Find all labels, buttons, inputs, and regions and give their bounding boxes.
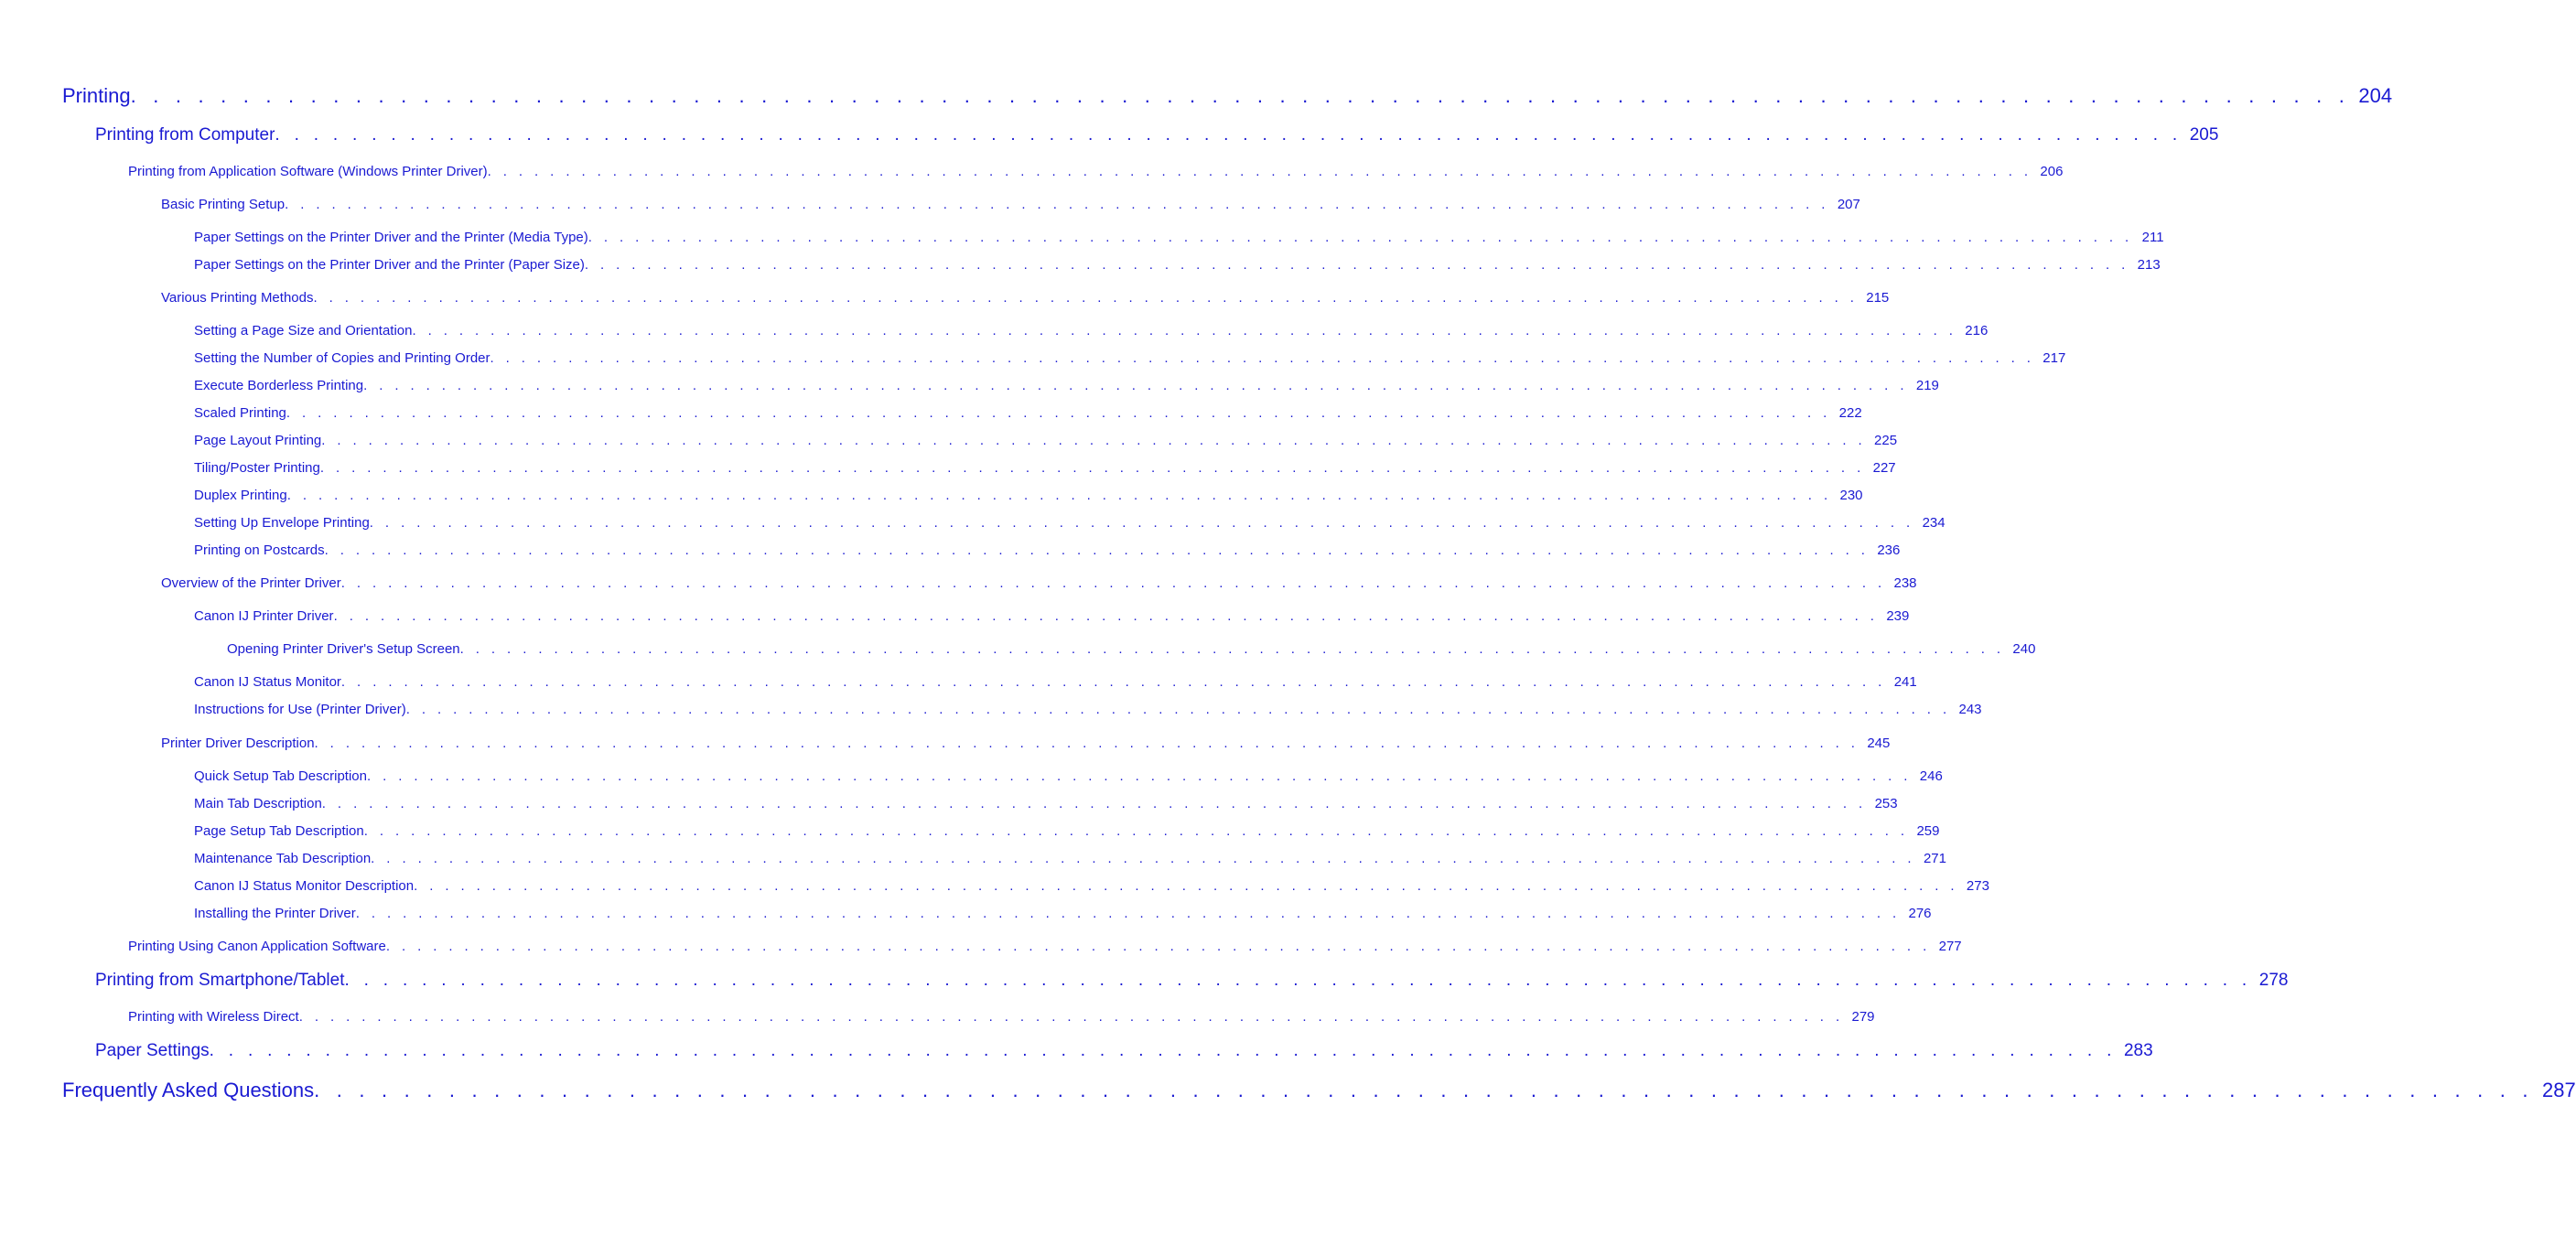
toc-entry-page: 234	[1922, 515, 1945, 531]
toc-leader-dots: . . . . . . . . . . . . . . . . . . . . . . . . . . . . . . . . . . . . . . . . . . . . . . . . . . . . . . . . . . . . . . . . . . . . . . . . . . . . . . . . . . . . . . . . . . . . . . . . . . .	[130, 84, 2351, 107]
toc-entry-page: 283	[2123, 1041, 2153, 1060]
toc-leader-dots: . . . . . . . . . . . . . . . . . . . . . . . . . . . . . . . . . . . . . . . . . . . . . . . . . . . . . . . . . . . . . . . . . . . . . . . . . . . . . . . . . . . . . . . . . . . . . . . . . . .	[405, 702, 1951, 717]
toc-leader-dots: . . . . . . . . . . . . . . . . . . . . . . . . . . . . . . . . . . . . . . . . . . . . . . . . . . . . . . . . . . . . . . . . . . . . . . . . . . . . . . . . . . . . . . . . . . . . . . . . . . .	[487, 164, 2032, 179]
toc-entry-page: 279	[1851, 1009, 1875, 1025]
toc-entry-title: Canon IJ Status Monitor Description	[194, 878, 415, 894]
toc-leader-dots: . . . . . . . . . . . . . . . . . . . . . . . . . . . . . . . . . . . . . . . . . . . . . . . . . . . . . . . . . . . . . . . . . . . . . . . . . . . . . . . . . . . . . . . . . . . . . . . . . . .	[459, 641, 2005, 657]
toc-entry-page-layout-printing[interactable]	[194, 433, 1898, 448]
toc-entry-page: 236	[1877, 542, 1901, 558]
toc-leader-dots: . . . . . . . . . . . . . . . . . . . . . . . . . . . . . . . . . . . . . . . . . . . . . . . . . . . . . . . . . . . . . . . . . . . . . . . . . . . . . . . . . . . . . . . . . . . . . . . . . . .	[321, 796, 1867, 811]
toc-leader-dots: . . . . . . . . . . . . . . . . . . . . . . . . . . . . . . . . . . . . . . . . . . . . . . . . . . . . . . . . . . . . . . . . . . . . . . . . . . . . . . . . . . . . . . . . . . . . . . . . . . .	[363, 378, 1908, 393]
toc-entry-page-setup-tab[interactable]	[194, 823, 1940, 839]
toc-leader-dots: . . . . . . . . . . . . . . . . . . . . . . . . . . . . . . . . . . . . . . . . . . . . . . . . . . . . . . . . . . . . . . . . . . . . . . . . . . . . . . . . . . . . . . . . . . . . . . . . . . .	[340, 674, 1886, 690]
toc-entry-status-monitor-description[interactable]	[194, 878, 1989, 894]
toc-entry-printing[interactable]	[62, 84, 2393, 108]
toc-entry-canon-ij-status-monitor[interactable]	[194, 674, 1917, 690]
toc-leader-dots: . . . . . . . . . . . . . . . . . . . . . . . . . . . . . . . . . . . . . . . . . . . . . . . . . . . . . . . . . . . . . . . . . . . . . . . . . . . . . . . . . . . . . . . . . . . . . . . . . . .	[286, 405, 1831, 421]
toc-leader-dots: . . . . . . . . . . . . . . . . . . . . . . . . . . . . . . . . . . . . . . . . . . . . . . . . . . . . . . . . . . . . . . . . . . . . . . . . . . . . . . . . . . . . . . . . . . . . . . . . . . .	[414, 878, 1958, 894]
toc-entry-faq[interactable]	[62, 1079, 2576, 1102]
toc-entry-printer-driver-description[interactable]	[161, 736, 1891, 751]
toc-entry-title: Printing from Application Software (Windows Printer Driver)	[128, 164, 488, 179]
toc-entry-page: 213	[2137, 257, 2161, 273]
toc-entry-page: 271	[1923, 851, 1946, 866]
toc-entry-page: 227	[1872, 460, 1896, 476]
toc-entry-title: Duplex Printing	[194, 488, 287, 503]
toc-entry-page: 253	[1874, 796, 1898, 811]
toc-entry-application-software[interactable]	[128, 164, 2064, 179]
toc-leader-dots: . . . . . . . . . . . . . . . . . . . . . . . . . . . . . . . . . . . . . . . . . . . . . . . . . . . . . . . . . . . . . . . . . . . . . . . . . . . . . . . . . . . . . . . . . . . . . . . . . . .	[385, 939, 1931, 954]
toc-entry-title: Basic Printing Setup	[161, 197, 286, 212]
toc-entry-canon-ij-printer-driver[interactable]	[194, 608, 1910, 624]
toc-leader-dots: . . . . . . . . . . . . . . . . . . . . . . . . . . . . . . . . . . . . . . . . . . . . . . . . . . . . . . . . . . . . . . . . . . . . . . . . . . . . . . . . . . . . . . . . . . . . . . . . . . .	[412, 323, 1957, 338]
toc-entry-page: 238	[1893, 575, 1917, 591]
toc-leader-dots: . . . . . . . . . . . . . . . . . . . . . . . . . . . . . . . . . . . . . . . . . . . . . . . . . . . . . . . . . . . . . . . . . . . . . . . . . . . . . . . . . . . . . . . . . . . . . . . . . . .	[587, 230, 2133, 245]
toc-entry-title: Setting a Page Size and Orientation	[194, 323, 413, 338]
toc-entry-page: 222	[1838, 405, 1862, 421]
toc-leader-dots: . . . . . . . . . . . . . . . . . . . . . . . . . . . . . . . . . . . . . . . . . . . . . . . . . . . . . . . . . . . . . . . . . . . . . . . . . . . . . . . . . . . . . . . . . . . . . . . . . . .	[371, 851, 1915, 866]
toc-entry-wireless-direct[interactable]	[128, 1009, 1875, 1025]
toc-entry-page: 259	[1916, 823, 1940, 839]
toc-entry-page-size-orientation[interactable]	[194, 323, 1989, 338]
toc-entry-scaled-printing[interactable]	[194, 405, 1862, 421]
toc-entry-page: 276	[1908, 906, 1932, 921]
toc-entry-copies-printing-order[interactable]	[194, 350, 2066, 366]
toc-leader-dots: . . . . . . . . . . . . . . . . . . . . . . . . . . . . . . . . . . . . . . . . . . . . . . . . . . . . . . . . . . . . . . . . . . . . . . . . . . . . . . . . . . . . . . . . . . . . . . . . . . .	[285, 197, 1829, 212]
toc-leader-dots: . . . . . . . . . . . . . . . . . . . . . . . . . . . . . . . . . . . . . . . . . . . . . . . . . . . . . . . . . . . . . . . . . . . . . . . . . . . . . . . . . . . . . . . . . . . . . . . . . . .	[209, 1041, 2117, 1060]
toc-entry-basic-printing-setup[interactable]	[161, 197, 1860, 212]
toc-entry-page: 204	[2358, 84, 2393, 107]
toc-entry-envelope-printing[interactable]	[194, 515, 1945, 531]
toc-entry-duplex-printing[interactable]	[194, 488, 1863, 503]
toc-entry-title: Canon IJ Status Monitor	[194, 674, 341, 690]
toc-entry-page: 241	[1893, 674, 1917, 690]
toc-entry-title: Installing the Printer Driver	[194, 906, 356, 921]
toc-entry-title: Printing on Postcards	[194, 542, 325, 558]
toc-entry-installing-printer-driver[interactable]	[194, 906, 1932, 921]
toc-entry-title: Printing with Wireless Direct	[128, 1009, 299, 1025]
toc-entry-page: 243	[1958, 702, 1982, 717]
toc-entry-page: 240	[2012, 641, 2036, 657]
toc-entry-page: 215	[1866, 290, 1890, 306]
toc-entry-title: Paper Settings on the Printer Driver and the Printer (Media Type)	[194, 230, 588, 245]
toc-entry-title: Main Tab Description	[194, 796, 322, 811]
toc-leader-dots: . . . . . . . . . . . . . . . . . . . . . . . . . . . . . . . . . . . . . . . . . . . . . . . . . . . . . . . . . . . . . . . . . . . . . . . . . . . . . . . . . . . . . . . . . . . . . . . . . . .	[363, 823, 1909, 839]
toc-leader-dots: . . . . . . . . . . . . . . . . . . . . . . . . . . . . . . . . . . . . . . . . . . . . . . . . . . . . . . . . . . . . . . . . . . . . . . . . . . . . . . . . . . . . . . . . . . . . . . . . . . .	[355, 906, 1901, 921]
toc-leader-dots: . . . . . . . . . . . . . . . . . . . . . . . . . . . . . . . . . . . . . . . . . . . . . . . . . . . . . . . . . . . . . . . . . . . . . . . . . . . . . . . . . . . . . . . . . . . . . . . . . . .	[340, 575, 1886, 591]
toc-leader-dots: . . . . . . . . . . . . . . . . . . . . . . . . . . . . . . . . . . . . . . . . . . . . . . . . . . . . . . . . . . . . . . . . . . . . . . . . . . . . . . . . . . . . . . . . . . . . . . . . . . .	[314, 736, 1859, 751]
toc-entry-overview-printer-driver[interactable]	[161, 575, 1917, 591]
toc-entry-printing-on-postcards[interactable]	[194, 542, 1901, 558]
toc-entry-opening-setup-screen[interactable]	[227, 641, 2036, 657]
toc-leader-dots: . . . . . . . . . . . . . . . . . . . . . . . . . . . . . . . . . . . . . . . . . . . . . . . . . . . . . . . . . . . . . . . . . . . . . . . . . . . . . . . . . . . . . . . . . . . . . . . . . . .	[324, 542, 1870, 558]
toc-entry-title: Tiling/Poster Printing	[194, 460, 320, 476]
toc-leader-dots: . . . . . . . . . . . . . . . . . . . . . . . . . . . . . . . . . . . . . . . . . . . . . . . . . . . . . . . . . . . . . . . . . . . . . . . . . . . . . . . . . . . . . . . . . . . . . . . . . . .	[367, 768, 1912, 784]
toc-entry-canon-application-software[interactable]	[128, 939, 1962, 954]
toc-leader-dots: . . . . . . . . . . . . . . . . . . . . . . . . . . . . . . . . . . . . . . . . . . . . . . . . . . . . . . . . . . . . . . . . . . . . . . . . . . . . . . . . . . . . . . . . . . . . . . . . . . .	[286, 488, 1832, 503]
toc-leader-dots: . . . . . . . . . . . . . . . . . . . . . . . . . . . . . . . . . . . . . . . . . . . . . . . . . . . . . . . . . . . . . . . . . . . . . . . . . . . . . . . . . . . . . . . . . . . . . . . . . . .	[314, 1079, 2534, 1101]
toc-entry-title: Execute Borderless Printing	[194, 378, 364, 393]
toc-entry-page: 205	[2189, 125, 2219, 145]
toc-entry-title: Instructions for Use (Printer Driver)	[194, 702, 406, 717]
toc-leader-dots: . . . . . . . . . . . . . . . . . . . . . . . . . . . . . . . . . . . . . . . . . . . . . . . . . . . . . . . . . . . . . . . . . . . . . . . . . . . . . . . . . . . . . . . . . . . . . . . . . . .	[313, 290, 1859, 306]
toc-entry-title: Setting Up Envelope Printing	[194, 515, 370, 531]
toc-leader-dots: . . . . . . . . . . . . . . . . . . . . . . . . . . . . . . . . . . . . . . . . . . . . . . . . . . . . . . . . . . . . . . . . . . . . . . . . . . . . . . . . . . . . . . . . . . . . . . . . . . .	[298, 1009, 1844, 1025]
toc-entry-title: Printing from Smartphone/Tablet	[95, 971, 345, 990]
toc-entry-title: Printing	[62, 84, 131, 107]
toc-leader-dots: . . . . . . . . . . . . . . . . . . . . . . . . . . . . . . . . . . . . . . . . . . . . . . . . . . . . . . . . . . . . . . . . . . . . . . . . . . . . . . . . . . . . . . . . . . . . . . . . . . .	[344, 971, 2252, 990]
toc-entry-paper-settings[interactable]	[95, 1041, 2153, 1061]
toc-entry-title: Canon IJ Printer Driver	[194, 608, 334, 624]
toc-entry-page: 278	[2258, 971, 2289, 990]
toc-entry-maintenance-tab[interactable]	[194, 851, 1946, 866]
toc-entry-title: Printing Using Canon Application Software	[128, 939, 386, 954]
toc-entry-printing-from-computer[interactable]	[95, 125, 2219, 145]
toc-entry-title: Printing from Computer	[95, 125, 275, 145]
toc-entry-page: 206	[2040, 164, 2064, 179]
toc-entry-tiling-poster-printing[interactable]	[194, 460, 1896, 476]
toc-entry-smartphone-tablet[interactable]	[95, 971, 2289, 991]
toc-entry-page: 230	[1839, 488, 1863, 503]
toc-entry-quick-setup-tab[interactable]	[194, 768, 1943, 784]
toc-entry-paper-settings-media-type[interactable]	[194, 230, 2164, 245]
toc-leader-dots: . . . . . . . . . . . . . . . . . . . . . . . . . . . . . . . . . . . . . . . . . . . . . . . . . . . . . . . . . . . . . . . . . . . . . . . . . . . . . . . . . . . . . . . . . . . . . . . . . . .	[490, 350, 2035, 366]
toc-entry-title: Quick Setup Tab Description	[194, 768, 367, 784]
toc-entry-title: Overview of the Printer Driver	[161, 575, 341, 591]
toc-entry-page: 217	[2042, 350, 2066, 366]
toc-entry-page: 246	[1919, 768, 1943, 784]
toc-entry-title: Printer Driver Description	[161, 736, 315, 751]
toc-entry-page: 273	[1966, 878, 1989, 894]
toc-entry-title: Scaled Printing	[194, 405, 286, 421]
toc-entry-page: 216	[1965, 323, 1989, 338]
toc-entry-page: 287	[2541, 1079, 2576, 1101]
toc-entry-title: Paper Settings	[95, 1041, 210, 1060]
toc-entry-page: 277	[1938, 939, 1962, 954]
toc-entry-instructions-for-use[interactable]	[194, 702, 1982, 717]
toc-leader-dots: . . . . . . . . . . . . . . . . . . . . . . . . . . . . . . . . . . . . . . . . . . . . . . . . . . . . . . . . . . . . . . . . . . . . . . . . . . . . . . . . . . . . . . . . . . . . . . . . . . .	[584, 257, 2129, 273]
toc-entry-title: Frequently Asked Questions	[62, 1079, 315, 1101]
toc-entry-main-tab[interactable]	[194, 796, 1898, 811]
toc-leader-dots: . . . . . . . . . . . . . . . . . . . . . . . . . . . . . . . . . . . . . . . . . . . . . . . . . . . . . . . . . . . . . . . . . . . . . . . . . . . . . . . . . . . . . . . . . . . . . . . . . . .	[319, 460, 1865, 476]
toc-entry-title: Various Printing Methods	[161, 290, 314, 306]
toc-entry-title: Paper Settings on the Printer Driver and the Printer (Paper Size)	[194, 257, 585, 273]
toc-entry-title: Page Setup Tab Description	[194, 823, 364, 839]
toc-leader-dots: . . . . . . . . . . . . . . . . . . . . . . . . . . . . . . . . . . . . . . . . . . . . . . . . . . . . . . . . . . . . . . . . . . . . . . . . . . . . . . . . . . . . . . . . . . . . . . . . . . .	[369, 515, 1914, 531]
toc-entry-page: 239	[1886, 608, 1910, 624]
toc-entry-page: 219	[1915, 378, 1939, 393]
toc-entry-title: Setting the Number of Copies and Printing Order	[194, 350, 490, 366]
toc-leader-dots: . . . . . . . . . . . . . . . . . . . . . . . . . . . . . . . . . . . . . . . . . . . . . . . . . . . . . . . . . . . . . . . . . . . . . . . . . . . . . . . . . . . . . . . . . . . . . . . . . . .	[321, 433, 1867, 448]
toc-entry-title: Opening Printer Driver's Setup Screen	[227, 641, 460, 657]
toc-entry-paper-settings-paper-size[interactable]	[194, 257, 2161, 273]
toc-entry-page: 207	[1837, 197, 1860, 212]
toc-entry-title: Maintenance Tab Description	[194, 851, 372, 866]
toc-entry-borderless-printing[interactable]	[194, 378, 1939, 393]
toc-entry-various-printing-methods[interactable]	[161, 290, 1890, 306]
toc-entry-page: 245	[1867, 736, 1891, 751]
toc-entry-title: Page Layout Printing	[194, 433, 322, 448]
toc-entry-page: 225	[1874, 433, 1898, 448]
toc-leader-dots: . . . . . . . . . . . . . . . . . . . . . . . . . . . . . . . . . . . . . . . . . . . . . . . . . . . . . . . . . . . . . . . . . . . . . . . . . . . . . . . . . . . . . . . . . . . . . . . . . . .	[333, 608, 1879, 624]
toc-leader-dots: . . . . . . . . . . . . . . . . . . . . . . . . . . . . . . . . . . . . . . . . . . . . . . . . . . . . . . . . . . . . . . . . . . . . . . . . . . . . . . . . . . . . . . . . . . . . . . . . . . .	[275, 125, 2183, 145]
toc-entry-page: 211	[2141, 230, 2164, 245]
